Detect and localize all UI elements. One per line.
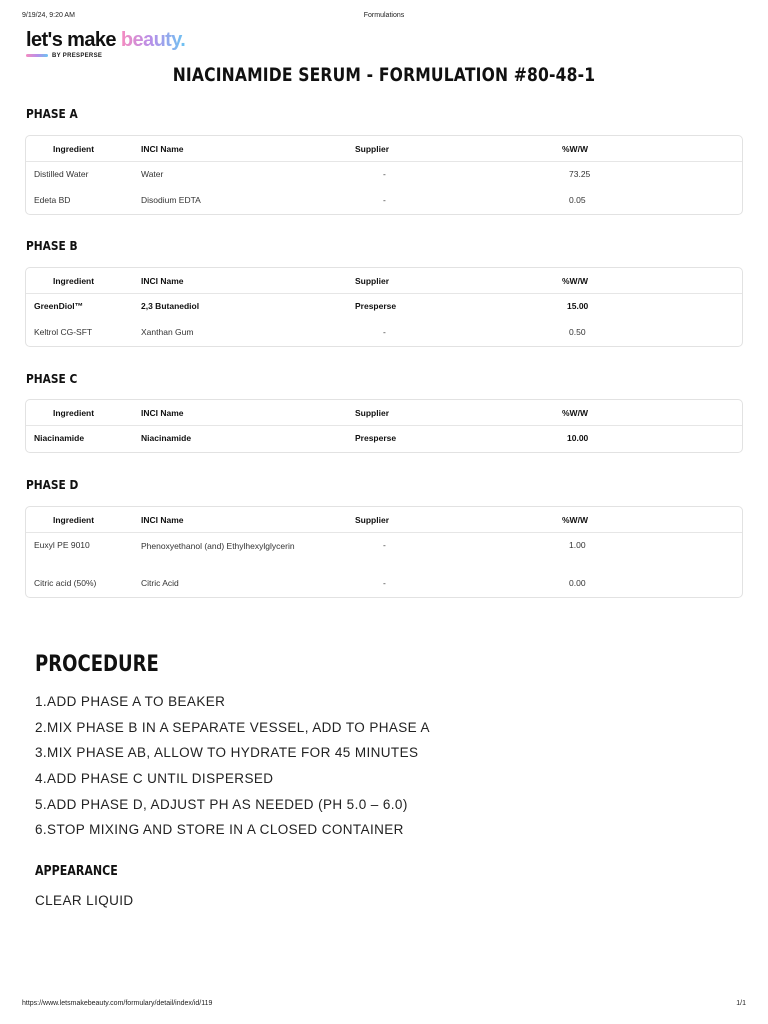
cell-ingredient: Edeta BD bbox=[34, 195, 71, 205]
col-ww: %W/W bbox=[562, 408, 588, 418]
logo-main: let's make bbox=[26, 29, 116, 51]
col-ww: %W/W bbox=[562, 515, 588, 525]
table-header bbox=[26, 400, 742, 426]
cell-ww: 15.00 bbox=[567, 301, 589, 311]
col-inci: INCI Name bbox=[141, 408, 184, 418]
cell-ww: 1.00 bbox=[569, 540, 586, 550]
print-datetime: 9/19/24, 9:20 AM bbox=[22, 12, 75, 19]
cell-ingredient: GreenDiol™ bbox=[34, 301, 84, 311]
logo-sub-text: BY PRESPERSE bbox=[52, 53, 103, 59]
cell-ingredient: Citric acid (50%) bbox=[34, 578, 97, 588]
cell-ingredient: Niacinamide bbox=[34, 433, 85, 443]
col-ingredient: Ingredient bbox=[53, 276, 95, 286]
procedure-step: 4.ADD PHASE C UNTIL DISPERSED bbox=[35, 771, 274, 787]
cell-ww: 0.05 bbox=[569, 195, 586, 205]
table-row bbox=[26, 533, 742, 571]
table-header bbox=[26, 136, 742, 162]
phase-c-title: PHASE C bbox=[26, 371, 78, 386]
phase-a-table bbox=[25, 135, 743, 215]
cell-supplier: - bbox=[383, 327, 386, 337]
cell-ingredient: Keltrol CG-SFT bbox=[34, 327, 93, 337]
col-supplier: Supplier bbox=[355, 515, 390, 525]
table-header bbox=[26, 268, 742, 294]
cell-supplier: Presperse bbox=[355, 433, 397, 443]
phase-d-title: PHASE D bbox=[26, 477, 79, 492]
print-header bbox=[22, 12, 746, 22]
cell-supplier: - bbox=[383, 169, 386, 179]
phase-b-table bbox=[25, 267, 743, 347]
cell-ww: 0.00 bbox=[569, 578, 586, 588]
procedure-step: 2.MIX PHASE B IN A SEPARATE VESSEL, ADD TO PHASE A bbox=[35, 719, 430, 735]
table-row bbox=[26, 188, 742, 214]
cell-supplier: - bbox=[383, 578, 386, 588]
table-row bbox=[26, 162, 742, 188]
print-url[interactable]: https://www.letsmakebeauty.com/formulary/detail/index/id/119 bbox=[22, 1000, 213, 1007]
print-doc-title: Formulations bbox=[363, 12, 405, 19]
procedure-step: 5.ADD PHASE D, ADJUST PH AS NEEDED (PH 5.0 – 6.0) bbox=[35, 796, 408, 812]
table-row bbox=[26, 426, 742, 452]
table-row bbox=[26, 294, 742, 320]
procedure-step: 1.ADD PHASE A TO BEAKER bbox=[35, 694, 226, 709]
page-title: NIACINAMIDE SERUM - FORMULATION #80-48-1 bbox=[172, 64, 596, 86]
cell-inci: Niacinamide bbox=[141, 433, 192, 443]
col-ww: %W/W bbox=[562, 276, 588, 286]
col-inci: INCI Name bbox=[141, 276, 184, 286]
col-ingredient: Ingredient bbox=[53, 515, 95, 525]
col-ingredient: Ingredient bbox=[53, 144, 95, 154]
col-inci: INCI Name bbox=[141, 144, 184, 154]
appearance-title: APPEARANCE bbox=[35, 864, 118, 879]
cell-inci: Citric Acid bbox=[141, 578, 179, 588]
phase-b-title: PHASE B bbox=[26, 238, 78, 253]
phase-c-table bbox=[25, 399, 743, 453]
cell-ww: 0.50 bbox=[569, 327, 586, 337]
col-ingredient: Ingredient bbox=[53, 408, 95, 418]
cell-inci: Water bbox=[141, 169, 164, 179]
cell-ingredient: Euxyl PE 9010 bbox=[34, 540, 90, 550]
col-supplier: Supplier bbox=[355, 144, 390, 154]
phase-a-title: PHASE A bbox=[26, 106, 78, 121]
page-number: 1/1 bbox=[736, 1000, 746, 1007]
print-footer bbox=[22, 1000, 746, 1010]
logo-wordmark bbox=[26, 28, 185, 52]
cell-supplier: Presperse bbox=[355, 301, 397, 311]
logo-accent: beauty. bbox=[120, 29, 186, 51]
table-row bbox=[26, 571, 742, 597]
cell-inci: 2,3 Butanediol bbox=[141, 301, 200, 311]
table-header bbox=[26, 507, 742, 533]
cell-inci: Xanthan Gum bbox=[141, 327, 194, 337]
cell-inci: Disodium EDTA bbox=[141, 195, 201, 205]
cell-ingredient: Distilled Water bbox=[34, 169, 89, 179]
procedure-title: PROCEDURE bbox=[35, 652, 159, 677]
table-row bbox=[26, 320, 742, 346]
phase-d-table bbox=[25, 506, 743, 598]
logo-gradient-bar bbox=[26, 54, 48, 57]
appearance-value: CLEAR LIQUID bbox=[35, 893, 134, 908]
brand-logo[interactable] bbox=[26, 28, 185, 62]
cell-ww: 73.25 bbox=[569, 169, 591, 179]
col-supplier: Supplier bbox=[355, 408, 390, 418]
col-supplier: Supplier bbox=[355, 276, 390, 286]
procedure-steps bbox=[35, 694, 430, 848]
procedure-step: 3.MIX PHASE AB, ALLOW TO HYDRATE FOR 45 MINUTES bbox=[35, 745, 419, 761]
cell-ww: 10.00 bbox=[567, 433, 589, 443]
cell-inci: Phenoxyethanol (and) Ethylhexylglycerin bbox=[141, 541, 295, 551]
cell-supplier: - bbox=[383, 540, 386, 550]
col-inci: INCI Name bbox=[141, 515, 184, 525]
cell-supplier: - bbox=[383, 195, 386, 205]
col-ww: %W/W bbox=[562, 144, 588, 154]
procedure-step: 6.STOP MIXING AND STORE IN A CLOSED CONTAINER bbox=[35, 822, 404, 838]
logo-sub bbox=[26, 52, 136, 60]
